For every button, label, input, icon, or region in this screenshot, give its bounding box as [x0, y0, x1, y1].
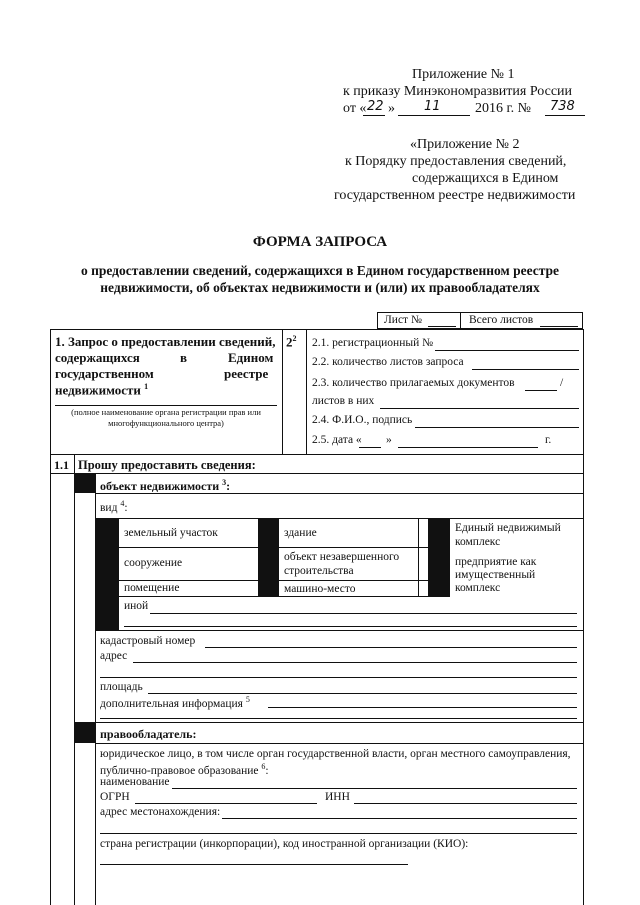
- s11-left-border: [50, 455, 51, 905]
- registration-body-note: (полное наименование органа регистрации прав или многофункционального центра): [71, 407, 261, 428]
- section1-title-l3b: реестре: [224, 366, 269, 381]
- option-complex-label: Единый недвижимый комплекс: [455, 522, 561, 548]
- options-row2-bottom: [96, 580, 428, 581]
- s11-number: 1.1: [54, 458, 69, 472]
- form-subtitle-line2: недвижимости, об объектах недвижимости и (или) их правообладателях: [100, 280, 540, 295]
- attached-docs-line[interactable]: [525, 390, 557, 391]
- holder-title: правообладатель:: [100, 727, 197, 741]
- country-label: страна регистрации (инкорпорации), код иностранной организации (КИО):: [100, 838, 469, 850]
- sheet-label: Лист №: [384, 314, 422, 326]
- option-unfinished-checkbox[interactable]: [258, 548, 278, 580]
- options-col2-line: [278, 519, 279, 597]
- appendix1-day: 22: [367, 99, 384, 114]
- option-complex-checkbox[interactable]: [428, 519, 450, 547]
- country-line[interactable]: [100, 864, 408, 865]
- option-other-checkbox[interactable]: [96, 597, 118, 630]
- options-row3-bottom: [96, 596, 450, 597]
- option-parking-checkbox[interactable]: [258, 581, 278, 596]
- appendix2-line3: государственном реестре недвижимости: [334, 188, 576, 203]
- appendix2-title: «Приложение № 2: [410, 137, 520, 152]
- form-subtitle-line1: о предоставлении сведений, содержащихся в Едином государственном реестре: [80, 263, 560, 278]
- option-enterprise-checkbox[interactable]: [428, 548, 450, 596]
- sheet-divider: [460, 312, 461, 329]
- option-premises-label: помещение: [124, 582, 180, 594]
- kind-row-bottom: [95, 518, 584, 519]
- total-sheets-line[interactable]: [540, 326, 578, 327]
- section-divider: [282, 329, 283, 455]
- day-underline: [363, 115, 385, 116]
- attached-docs-slash: /: [560, 377, 564, 389]
- registration-body-line[interactable]: [55, 405, 277, 406]
- sheets-in-them-line[interactable]: [380, 408, 579, 409]
- option-structure-checkbox[interactable]: [96, 548, 118, 580]
- legal-entity-l1: юридическое лицо, в том числе орган государственной власти, орган местного самоуправления,: [100, 748, 571, 760]
- kind-label: вид $^4$:: [100, 499, 128, 514]
- holder-title-bottom: [95, 743, 584, 744]
- section1-title-l3a: государственном: [55, 366, 154, 381]
- inn-label: ИНН: [325, 791, 350, 803]
- total-sheets-label: Всего листов: [469, 314, 534, 326]
- cadastral-line[interactable]: [205, 647, 577, 648]
- option-building-label: здание: [284, 527, 317, 539]
- address-line2[interactable]: [100, 677, 577, 678]
- ogrn-line[interactable]: [135, 803, 317, 804]
- number-underline: [545, 115, 585, 116]
- extra-info-label: дополнительная информация $^5$: [100, 695, 250, 710]
- section2-divider: [306, 329, 307, 455]
- date-label: 2.5. дата «: [312, 434, 362, 446]
- options-row1-bottom: [96, 547, 450, 548]
- appendix2-line2: содержащихся в Едином: [412, 171, 559, 186]
- extra-info-line[interactable]: [268, 707, 577, 708]
- s11-header-bottom: [50, 473, 584, 474]
- option-other-line[interactable]: [150, 613, 577, 614]
- address-label: адрес: [100, 650, 128, 662]
- section2-label: $2^2$: [286, 334, 297, 350]
- options-col3-line: [418, 519, 419, 597]
- address-line[interactable]: [133, 662, 577, 663]
- date-month-line[interactable]: [398, 447, 538, 448]
- area-label: площадь: [100, 681, 143, 693]
- appendix2-line1: к Порядку предоставления сведений,: [345, 154, 567, 169]
- object-marker: [75, 474, 95, 493]
- options-left-line: [118, 518, 119, 630]
- legal-entity-l2: публично-правовое образование $^6$:: [100, 762, 269, 777]
- option-other-label: иной: [124, 600, 149, 612]
- request-label: Прошу предоставить сведения:: [78, 458, 256, 472]
- option-building-checkbox[interactable]: [258, 519, 278, 547]
- location-line2[interactable]: [100, 833, 577, 834]
- request-sheets-label: 2.2. количество листов запроса: [312, 356, 464, 368]
- attached-docs-label: 2.3. количество прилагаемых документов: [312, 377, 515, 389]
- object-title: объект недвижимости $^3$:: [100, 478, 231, 493]
- sheet-number-line[interactable]: [428, 326, 456, 327]
- reg-number-line[interactable]: [435, 350, 579, 351]
- area-line[interactable]: [148, 693, 577, 694]
- appendix1-order: к приказу Минэкономразвития России: [343, 84, 573, 99]
- request-sheets-line[interactable]: [472, 369, 579, 370]
- month-underline: [398, 115, 470, 116]
- option-land-checkbox[interactable]: [96, 519, 118, 547]
- form-title: ФОРМА ЗАПРОСА: [252, 234, 388, 250]
- s11-right-border: [583, 455, 584, 905]
- fio-line[interactable]: [415, 427, 579, 428]
- appendix1-date-prefix: от «: [343, 101, 367, 116]
- ogrn-label: ОГРН: [100, 791, 130, 803]
- appendix1-number: 738: [550, 99, 575, 114]
- reg-number-label: 2.1. регистрационный №: [312, 337, 434, 349]
- option-land-label: земельный участок: [124, 527, 218, 539]
- date-suffix: г.: [545, 434, 552, 446]
- date-mid: »: [386, 434, 392, 446]
- fio-label: 2.4. Ф.И.О., подпись: [312, 414, 413, 426]
- section1-title-l2a: содержащихся: [55, 350, 140, 365]
- holder-marker: [75, 723, 95, 743]
- extra-info-line2[interactable]: [100, 718, 577, 719]
- option-parking-label: машино-место: [284, 583, 356, 595]
- date-day-line[interactable]: [359, 447, 381, 448]
- appendix1-year: 2016 г. №: [475, 101, 532, 116]
- holder-top: [75, 722, 584, 723]
- section1-title-l2b: в: [180, 350, 188, 365]
- sheets-in-them-label: листов в них: [312, 395, 375, 407]
- object-title-bottom: [95, 493, 584, 494]
- inn-line[interactable]: [354, 803, 577, 804]
- name-line[interactable]: [172, 788, 577, 789]
- location-label: адрес местонахождения:: [100, 806, 221, 818]
- option-other-line2[interactable]: [124, 626, 577, 627]
- appendix1-month: 11: [424, 99, 441, 114]
- appendix1-title: Приложение № 1: [412, 67, 515, 82]
- section1-title-l1: 1. Запрос о предоставлении сведений,: [55, 334, 276, 349]
- name-label: наименование: [100, 776, 170, 788]
- option-structure-label: сооружение: [124, 557, 183, 569]
- section1-title-l4: недвижимости $^1$: [55, 382, 149, 398]
- option-premises-checkbox[interactable]: [96, 581, 118, 596]
- s11-num-divider: [74, 455, 75, 905]
- option-enterprise-label: предприятие как имущественный комплекс: [455, 556, 537, 594]
- options-bottom: [95, 630, 584, 631]
- section1-title-l2c: Едином: [228, 350, 274, 365]
- location-line[interactable]: [222, 818, 577, 819]
- cadastral-label: кадастровый номер: [100, 635, 196, 647]
- option-unfinished-label: объект незавершенного строительства: [284, 551, 400, 577]
- appendix1-date-mid: »: [388, 101, 395, 116]
